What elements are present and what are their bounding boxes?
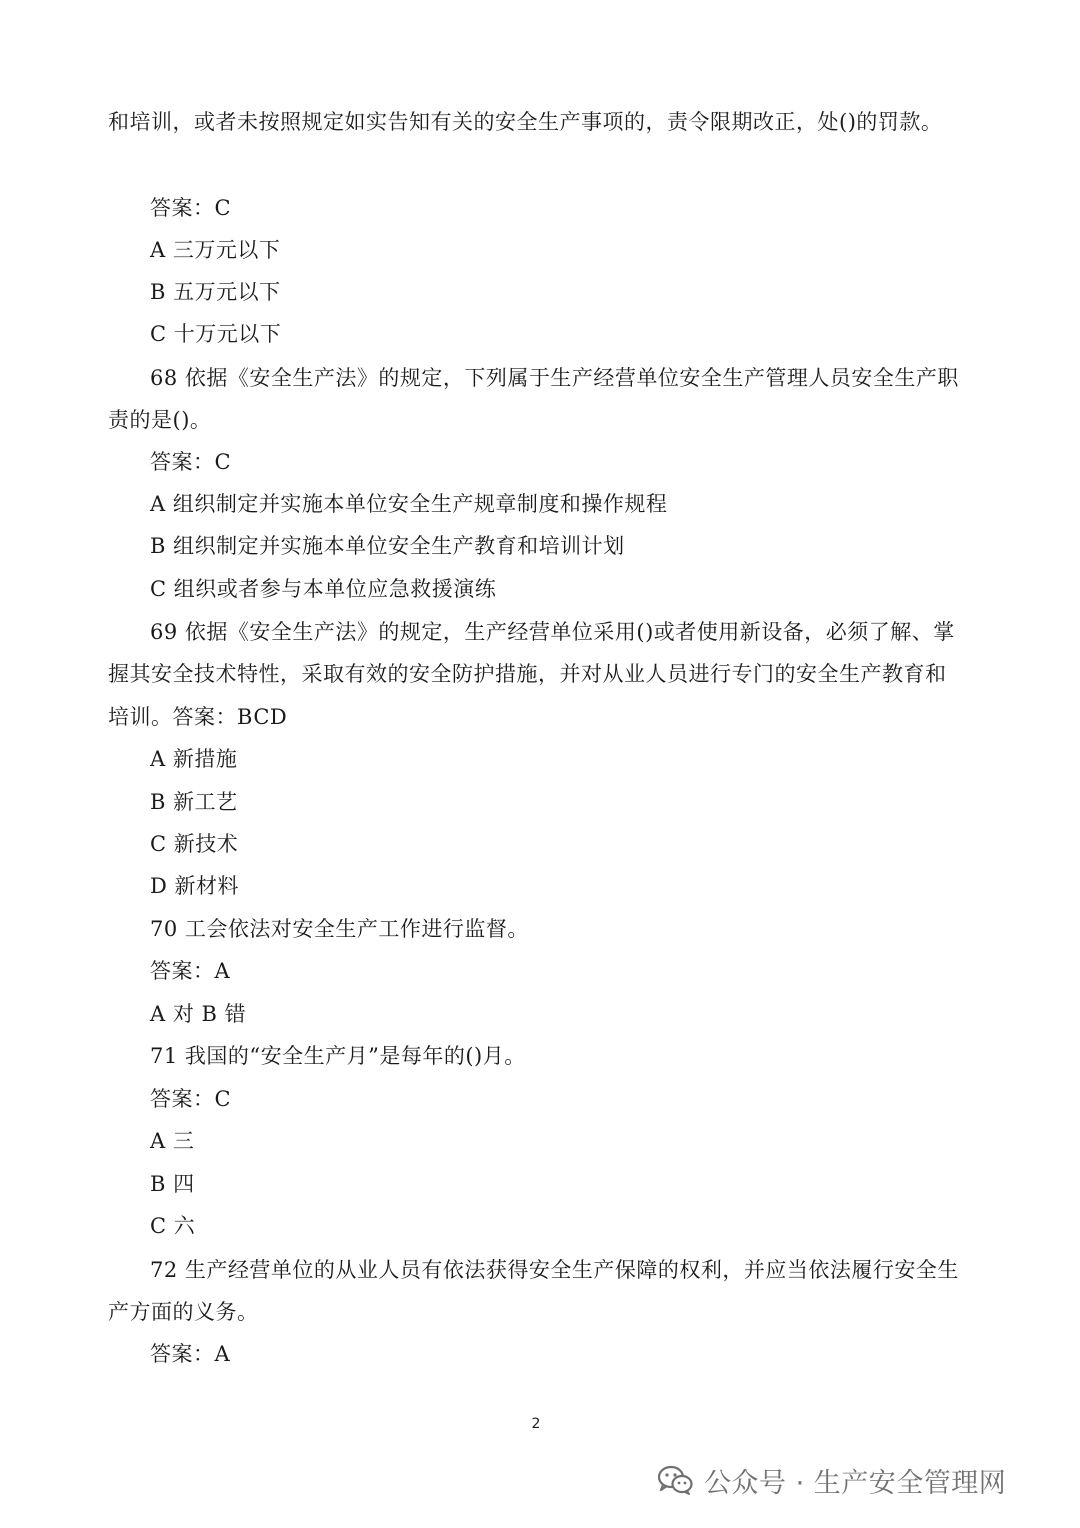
- option-line: A 三万元以下: [150, 238, 281, 262]
- option-line: B 四: [150, 1172, 195, 1196]
- watermark-text: 公众号 · 生产安全管理网: [704, 1467, 1007, 1499]
- question-line: 70 工会依法对安全生产工作进行监督。: [150, 917, 529, 941]
- option-line: C 十万元以下: [150, 322, 282, 346]
- text-line: 责的是()。: [108, 408, 212, 432]
- wechat-logo-icon: [656, 1464, 694, 1496]
- answer-line: 答案：A: [150, 959, 231, 983]
- question-line: 71 我国的“安全生产月”是每年的()月。: [150, 1044, 526, 1068]
- option-line: B 组织制定并实施本单位安全生产教育和培训计划: [150, 534, 625, 558]
- answer-line: 答案：A: [150, 1342, 231, 1366]
- watermark: [656, 1460, 1006, 1500]
- question-line: 68 依据《安全生产法》的规定，下列属于生产经营单位安全生产管理人员安全生产职: [150, 366, 959, 390]
- page-number: 2: [531, 1416, 541, 1432]
- question-line: 69 依据《安全生产法》的规定，生产经营单位采用()或者使用新设备，必须了解、掌: [150, 620, 955, 644]
- option-line: C 新技术: [150, 832, 239, 856]
- option-line: A 三: [150, 1129, 195, 1153]
- text-line: 培训。答案：BCD: [108, 705, 288, 729]
- option-line: A 新措施: [150, 747, 238, 771]
- option-line: D 新材料: [150, 874, 240, 898]
- answer-line: 答案：C: [150, 196, 232, 220]
- text-line: 产方面的义务。: [108, 1300, 259, 1324]
- option-line: C 组织或者参与本单位应急救援演练: [150, 577, 497, 601]
- answer-line: 答案：C: [150, 450, 232, 474]
- option-line: B 新工艺: [150, 790, 238, 814]
- option-line: A 对 B 错: [150, 1002, 247, 1026]
- question-line: 72 生产经营单位的从业人员有依法获得安全生产保障的权利，并应当依法履行安全生: [150, 1258, 959, 1282]
- text-line: 和培训，或者未按照规定如实告知有关的安全生产事项的，责令限期改正，处()的罚款。: [108, 110, 943, 134]
- option-line: C 六: [150, 1214, 196, 1238]
- option-line: A 组织制定并实施本单位安全生产规章制度和操作规程: [150, 492, 668, 516]
- answer-line: 答案：C: [150, 1087, 232, 1111]
- option-line: B 五万元以下: [150, 280, 281, 304]
- text-line: 握其安全技术特性，采取有效的安全防护措施，并对从业人员进行专门的安全生产教育和: [108, 662, 947, 686]
